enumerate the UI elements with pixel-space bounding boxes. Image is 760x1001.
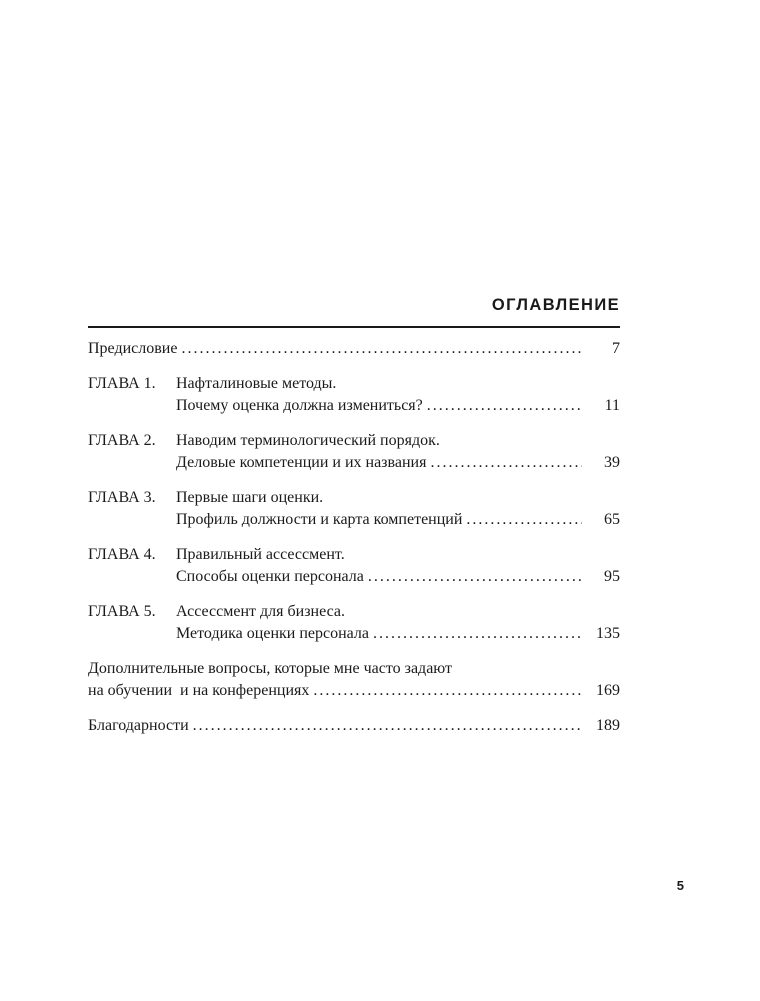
toc-entry-title: Ассессмент для бизнеса. xyxy=(176,603,346,620)
toc-entry-title: Правильный ассессмент. xyxy=(176,546,345,563)
dot-leader xyxy=(373,623,582,645)
page-number: 5 xyxy=(676,878,684,893)
toc-entry-title: Дополнительные вопросы, которые мне часто задают xyxy=(88,660,453,677)
toc-line xyxy=(88,715,620,737)
toc-line xyxy=(88,623,620,645)
chapter-label: ГЛАВА 3. xyxy=(88,489,156,506)
dot-leader xyxy=(368,566,582,588)
toc-line xyxy=(88,509,620,531)
toc-entry-subtitle: Способы оценки персонала xyxy=(176,568,364,585)
toc-entry-title: Нафталиновые методы. xyxy=(176,375,337,392)
dot-leader xyxy=(193,715,582,737)
toc-line xyxy=(88,373,620,395)
toc-entry-chapter-1[interactable] xyxy=(88,373,620,417)
toc-page-number: 65 xyxy=(604,511,620,528)
toc-line xyxy=(88,452,620,474)
toc-entry-faq[interactable] xyxy=(88,658,620,702)
toc-entry-title: Наводим терминологический порядок. xyxy=(176,432,440,449)
chapter-label: ГЛАВА 1. xyxy=(88,375,156,392)
dot-leader xyxy=(313,680,582,702)
toc-entry-subtitle: Методика оценки персонала xyxy=(176,625,369,642)
toc-page-number: 169 xyxy=(596,682,620,699)
chapter-label: ГЛАВА 4. xyxy=(88,546,156,563)
toc-entry-title: Предисловие xyxy=(88,340,178,357)
toc-page-number: 95 xyxy=(604,568,620,585)
toc-entry-chapter-5[interactable] xyxy=(88,601,620,645)
toc-entry-chapter-3[interactable] xyxy=(88,487,620,531)
toc-line xyxy=(88,430,620,452)
toc-page-number: 135 xyxy=(596,625,620,642)
toc-entry-chapter-4[interactable] xyxy=(88,544,620,588)
dot-leader xyxy=(181,338,582,360)
toc-line xyxy=(88,338,620,360)
toc-entry-acknowledgements[interactable] xyxy=(88,715,620,737)
toc-page-number: 7 xyxy=(612,340,620,357)
toc-entry-subtitle: на обучении и на конференциях xyxy=(88,682,310,699)
toc-line xyxy=(88,601,620,623)
toc-entry-subtitle: Почему оценка должна измениться? xyxy=(176,397,423,414)
toc-entry-preface[interactable] xyxy=(88,338,620,360)
toc-line xyxy=(88,487,620,509)
chapter-label: ГЛАВА 2. xyxy=(88,432,156,449)
toc-divider xyxy=(88,326,620,328)
toc-page-number: 189 xyxy=(596,717,620,734)
toc-entry-title: Первые шаги оценки. xyxy=(176,489,324,506)
toc-line xyxy=(88,658,620,680)
dot-leader xyxy=(430,452,582,474)
table-of-contents xyxy=(88,338,620,750)
toc-page-number: 39 xyxy=(604,454,620,471)
toc-entry-chapter-2[interactable] xyxy=(88,430,620,474)
toc-line xyxy=(88,395,620,417)
chapter-label: ГЛАВА 5. xyxy=(88,603,156,620)
dot-leader xyxy=(427,395,582,417)
toc-heading: ОГЛАВЛЕНИЕ xyxy=(491,296,620,314)
toc-entry-subtitle: Деловые компетенции и их названия xyxy=(176,454,427,471)
toc-line xyxy=(88,544,620,566)
toc-line xyxy=(88,680,620,702)
toc-entry-title: Благодарности xyxy=(88,717,189,734)
toc-page-number: 11 xyxy=(604,397,620,414)
toc-entry-subtitle: Профиль должности и карта компетенций xyxy=(176,511,463,528)
dot-leader xyxy=(466,509,582,531)
toc-line xyxy=(88,566,620,588)
